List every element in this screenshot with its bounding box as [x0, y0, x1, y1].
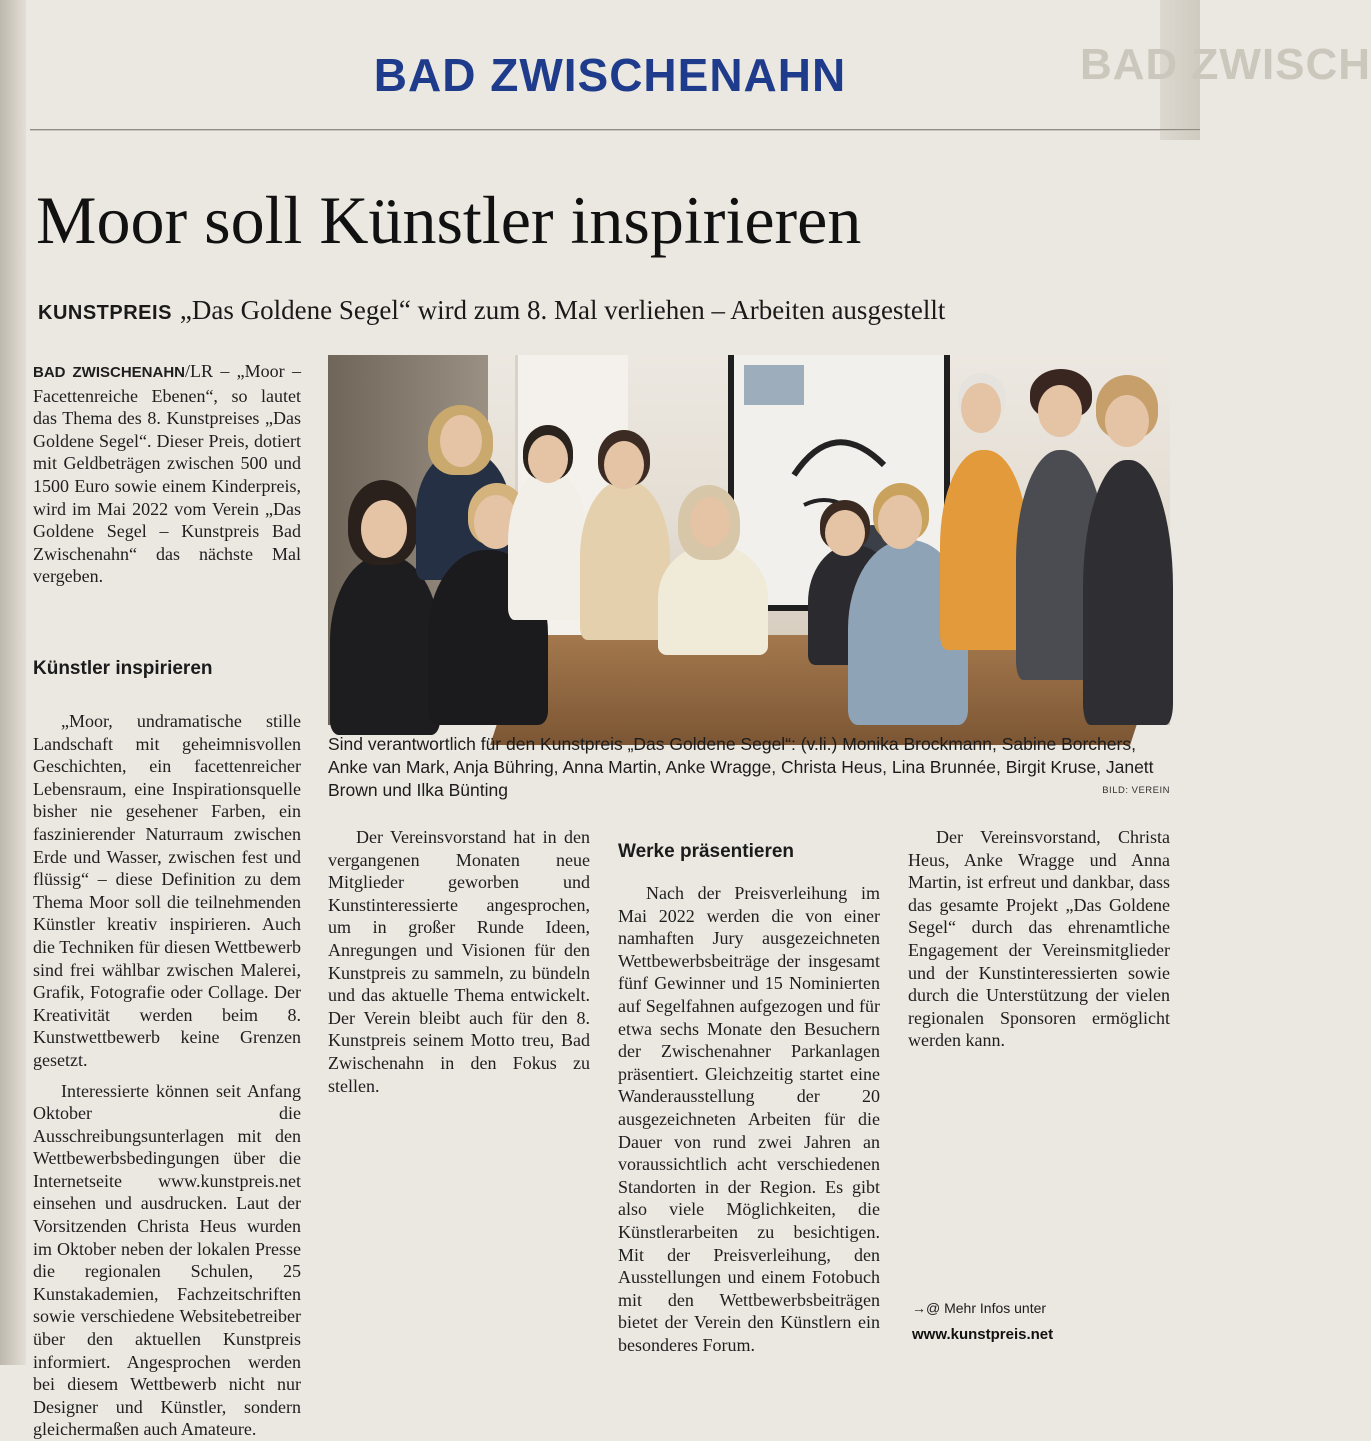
person-9 — [940, 450, 1028, 650]
person-8-face — [878, 495, 922, 549]
photo-caption: Sind verantwortlich für den Kunstpreis „Das Goldene Segel“: (v.li.) Monika Brockmann, Sabine Borchers, Anke van Mark, Anja Bühring, Anna Martin, Anke Wragge, Christa Heus, Lina Brunnée, Birgit Kruse, Janett Brown und Ilka Bünting — [328, 733, 1170, 802]
subhead-kuenstler-inspirieren: Künstler inspirieren — [33, 657, 213, 681]
col1-paragraph-1: „Moor, undramatische stille Landschaft mit geheimnisvollen Geschichten, ein facettenreicher Lebensraum, eine Inspirationsquelle bisher nie gesehener Farben, ein faszinierender Naturraum zwischen Erde und Wasser, zwischen fest und flüssig“ – diese Definition zu dem Thema Moor soll die teilnehmenden Künstler kreativ inspirieren. Auch die Techniken für diesen Wettbewerb sind frei wählbar zwischen Malerei, Grafik, Fotografie oder Collage. Der Kreativität werden beim 8. Kunstwettbewerb keine Grenzen gesetzt. — [33, 710, 301, 1072]
person-6 — [658, 545, 768, 655]
article-headline: Moor soll Künstler inspirieren — [36, 180, 1166, 260]
person-7-face — [825, 510, 865, 556]
column-2-body — [328, 826, 590, 1097]
subheadline-text: „Das Goldene Segel“ wird zum 8. Mal verliehen – Arbeiten ausgestellt — [180, 295, 946, 325]
person-10-face — [1038, 385, 1082, 437]
person-2-face — [440, 415, 482, 467]
col2-paragraph-2: Der Vereinsvorstand hat in den vergangenen Monaten neue Mitglieder geworben und Kunstinteressierte angesprochen, um in großer Runde Ideen, Anregungen und Visionen für den Kunstpreis zu sammeln, zu bündeln und das aktuelle Thema entwickelt. Der Verein bleibt auch für den 8. Kunstpreis seinem Motto treu, Bad Zwischenahn in den Fokus zu stellen. — [328, 826, 590, 1097]
col1-paragraph-2-text: Interessierte können seit Anfang Oktober die Ausschreibungsunterlagen mit den Wettbewerbsbedingungen über die Internetseite www.kunstpreis.net einsehen und ausdrucken. Laut der Vorsitzenden Christa Heus wurden im Oktober neben der lokalen Presse die regionalen Schulen, 25 Kunstakademien, Fachzeitschriften sowie verschiedene Websitebetreiber über den aktuellen Kunstpreis informiert. Angesprochen werden bei diesem Wettbewerb nicht nur Designer und Künstler, sondern gleichermaßen auch Amateure. — [33, 1081, 301, 1440]
more-info-link[interactable]: www.kunstpreis.net — [912, 1326, 1053, 1343]
section-title: BAD ZWISCHENAHN — [330, 48, 890, 102]
person-11-face — [1105, 395, 1149, 447]
dateline-suffix: /LR – — [185, 361, 229, 381]
col3-paragraph-1: Nach der Preisverleihung im Mai 2022 werden die von einer namhaften Jury ausgezeichneten Wettbewerbsbeiträge der insgesamt fünf Gewinner und 15 Nominierten auf Segelfahnen aufgezogen und für etwa sechs Monate den Besuchern der Zwischenahner Parkanlagen präsentiert. Gleichzeitig startet eine Wanderausstellung der 20 ausgezeichneten Arbeiten für die Dauer von rund zwei Jahren an voraussichtlich acht verschiedenen Standorten in der Region. Es gibt also viele Möglichkeiten, die Künstlerarbeiten zu besichtigen. Mit der Preisverleihung, den Ausstellungen und einem Fotobuch mit den Wettbewerbsbeiträgen bietet der Verein den Künstlern ein besonderes Forum. — [618, 882, 880, 1356]
kicker: KUNSTPREIS — [38, 302, 172, 324]
section-divider — [30, 129, 1200, 131]
more-info-label: →@ Mehr Infos unter — [912, 1300, 1046, 1316]
dateline: BAD ZWISCHENAHN — [33, 364, 185, 381]
article-intro — [33, 360, 301, 588]
column-4-body — [908, 826, 1170, 1052]
person-5 — [580, 480, 670, 640]
column-1-body — [33, 710, 301, 1441]
subhead-werke-praesentieren: Werke präsentieren — [618, 840, 880, 864]
col4-paragraph-2: Der Vereinsvorstand, Christa Heus, Anke Wragge und Anna Martin, ist erfreut und dankbar, dass das gesamte Projekt „Das Goldene Segel“ durch das ehrenamtliche Engagement der Vereinsmitglieder und der Kunstinteressierten sowie durch die Unterstützung der vielen regionalen Sponsoren ermöglicht werden kann. — [908, 826, 1170, 1052]
person-5-face — [604, 441, 644, 489]
group-photo — [328, 355, 1170, 725]
person-11 — [1083, 460, 1173, 725]
col1-paragraph-2 — [33, 1080, 301, 1441]
person-4-face — [528, 435, 568, 483]
person-1-face — [361, 500, 407, 558]
person-9-face — [961, 383, 1001, 433]
column-3-body — [618, 826, 880, 1356]
person-4 — [508, 470, 588, 620]
person-1 — [330, 555, 440, 735]
person-6-face — [690, 497, 730, 547]
page-edge-shadow — [0, 0, 26, 1365]
adjacent-page-ghost-text: BAD ZWISCH — [1080, 40, 1200, 90]
article-subheadline — [38, 292, 1168, 331]
photo-credit: BILD: VEREIN — [1030, 785, 1170, 796]
intro-text: „Moor – Facettenreiche Ebenen“, so lautet das Thema des 8. Kunstpreises „Das Goldene Segel“. Dieser Preis, dotiert mit Geldbeträgen zwischen 500 und 1500 Euro sowie einem Kinderpreis, wird im Mai 2022 vom Verein „Das Goldene Segel – Kunstpreis Bad Zwischenahn“ das nächste Mal vergeben. — [33, 361, 301, 586]
